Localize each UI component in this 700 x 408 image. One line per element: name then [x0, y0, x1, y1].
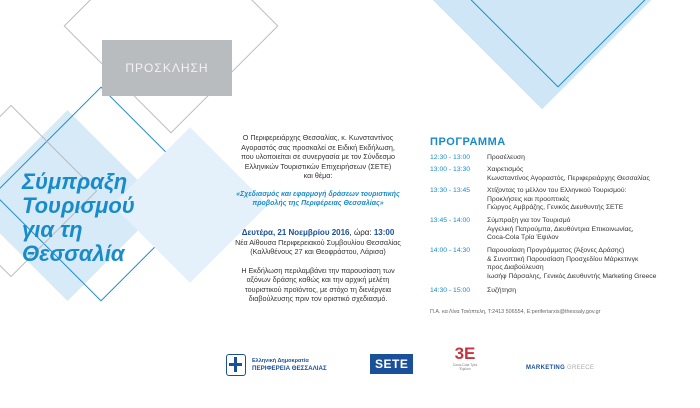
venue-line: Νέα Αίθουσα Περιφερειακού Συμβουλίου Θεσσαλίας: [235, 238, 401, 247]
title-line: Τουρισμού: [22, 193, 135, 218]
programme-desc: Προσέλευση: [487, 154, 525, 161]
programme-time: 12:30 - 13:00: [430, 154, 471, 161]
programme-desc: Χαιρετισμός: [487, 166, 524, 173]
intro-line: Αγοραστός σας προσκαλεί σε Ειδική Εκδήλωση,: [241, 142, 395, 152]
region-logo-line: Ελληνική Δημοκρατία: [252, 358, 309, 364]
3e-mark: 3E: [454, 344, 476, 363]
intro-line: Ελληνικών Τουριστικών Επιχειρήσεων (ΣΕΤΕ): [244, 161, 392, 171]
programme-desc: Προκλήσεις και προοπτικές: [487, 195, 570, 203]
description-line: τουριστικού προϊόντος, με στόχο τη διενέργεια: [244, 284, 392, 294]
programme-desc: Ιωσήφ Πάρσαλης, Γενικός Διευθυντής Marketing Greece: [487, 272, 657, 280]
title-line: Θεσσαλία: [22, 241, 125, 266]
region-logo-line: ΠΕΡΙΦΕΡΕΙΑ ΘΕΣΣΑΛΙΑΣ: [252, 365, 327, 372]
programme-item: [430, 217, 697, 243]
time-text: 13:00: [373, 228, 395, 237]
programme-time: 14:00 - 14:30: [430, 247, 471, 254]
contact-info: Π.Α. κα Λίνα Τσιόπτελη, Τ:2413 506554, Ε:periferiarxis@thessaly.gov.gr: [430, 309, 601, 315]
programme-desc: Coca-Cola Τρία Έψιλον: [487, 234, 559, 242]
event-date: [228, 228, 408, 237]
programme-desc: Συζήτηση: [487, 287, 517, 294]
programme-desc: Γιώργος Αμβράζης, Γενικός Διευθυντής ΣΕΤΕ: [487, 204, 624, 212]
programme-desc: προς Διαβούλευση: [487, 264, 544, 272]
programme-item: [430, 287, 697, 296]
programme-time: 13:30 - 13:45: [430, 187, 471, 194]
title-line: Σύμπραξη: [22, 169, 128, 194]
time-label: , ώρα:: [349, 228, 374, 237]
region-logo: [226, 354, 327, 376]
intro-line: που υλοποιείται σε συνεργασία με τον Σύνδεσμο: [240, 152, 396, 162]
programme-item: [430, 247, 697, 281]
intro-line: Ο Περιφερειάρχης Θεσσαλίας, κ. Κωνσταντίνος: [242, 133, 394, 142]
programme-desc: Παρουσίαση Προγράμματος (Άξονες Δράσης): [487, 247, 625, 254]
programme-desc: Χτίζοντας το μέλλον του Ελληνικού Τουρισμού:: [487, 187, 627, 194]
programme-item: [430, 187, 697, 213]
venue-line: (Καλλιθένους 27 και Θεοφράστου, Λάρισα): [250, 247, 386, 257]
topic-line: προβολής της Περιφέρειας Θεσσαλίας»: [252, 200, 384, 207]
sete-logo: SETE: [370, 354, 413, 374]
3e-subtitle: Coca-Cola Τρία Έψιλον: [452, 363, 478, 371]
intro-line: και θέμα:: [303, 171, 333, 181]
title-line: για τη: [22, 217, 83, 242]
programme-time: 13:45 - 14:00: [430, 217, 471, 224]
date-text: Δευτέρα, 21 Νοεμβρίου 2016: [241, 228, 350, 237]
description-text: [228, 266, 408, 304]
event-topic: [229, 190, 407, 208]
programme-desc: Κωνσταντίνος Αγοραστός, Περιφερειάρχης Θεσσαλίας: [487, 174, 650, 182]
marketing-greece-logo: [526, 365, 594, 371]
description-line: αξόνων δράσης καθώς και την αρχική μελέτη: [246, 275, 390, 285]
programme-desc: Σύμπραξη για τον Τουρισμό: [487, 217, 571, 224]
event-venue: [228, 238, 408, 256]
greek-emblem-icon: [226, 354, 246, 376]
coca-cola-3e-logo: [450, 345, 480, 371]
programme-desc: Αγγελική Πατρούμπα, Διευθύντρια Επικοινωνίας,: [487, 225, 634, 233]
invitation-label: ΠΡΟΣΚΛΗΣΗ: [125, 61, 209, 75]
programme-desc: & Συνοπτική Παρουσίαση Προσχεδίου Μάρκετινγκ: [487, 255, 639, 263]
programme-item: [430, 166, 697, 183]
invitation-banner: [102, 40, 232, 96]
description-line: Η Εκδήλωση περιλαμβάνει την παρουσίαση των: [241, 266, 395, 275]
topic-line: «Σχεδιασμός και εφαρμογή δράσεων τουριστικής: [236, 191, 400, 198]
event-title: [22, 170, 135, 266]
marketing-word: MARKETING: [526, 365, 566, 371]
programme-time: 13:00 - 13:30: [430, 166, 471, 173]
intro-text: [228, 133, 408, 181]
programme-title: ΠΡΟΓΡΑΜΜΑ: [430, 136, 506, 148]
programme-time: 14:30 - 15:00: [430, 287, 471, 294]
greece-word: GREECE: [567, 365, 595, 371]
description-line: διαβούλευσης πριν τον οριστικό σχεδιασμό.: [248, 294, 388, 304]
programme-item: [430, 154, 697, 163]
